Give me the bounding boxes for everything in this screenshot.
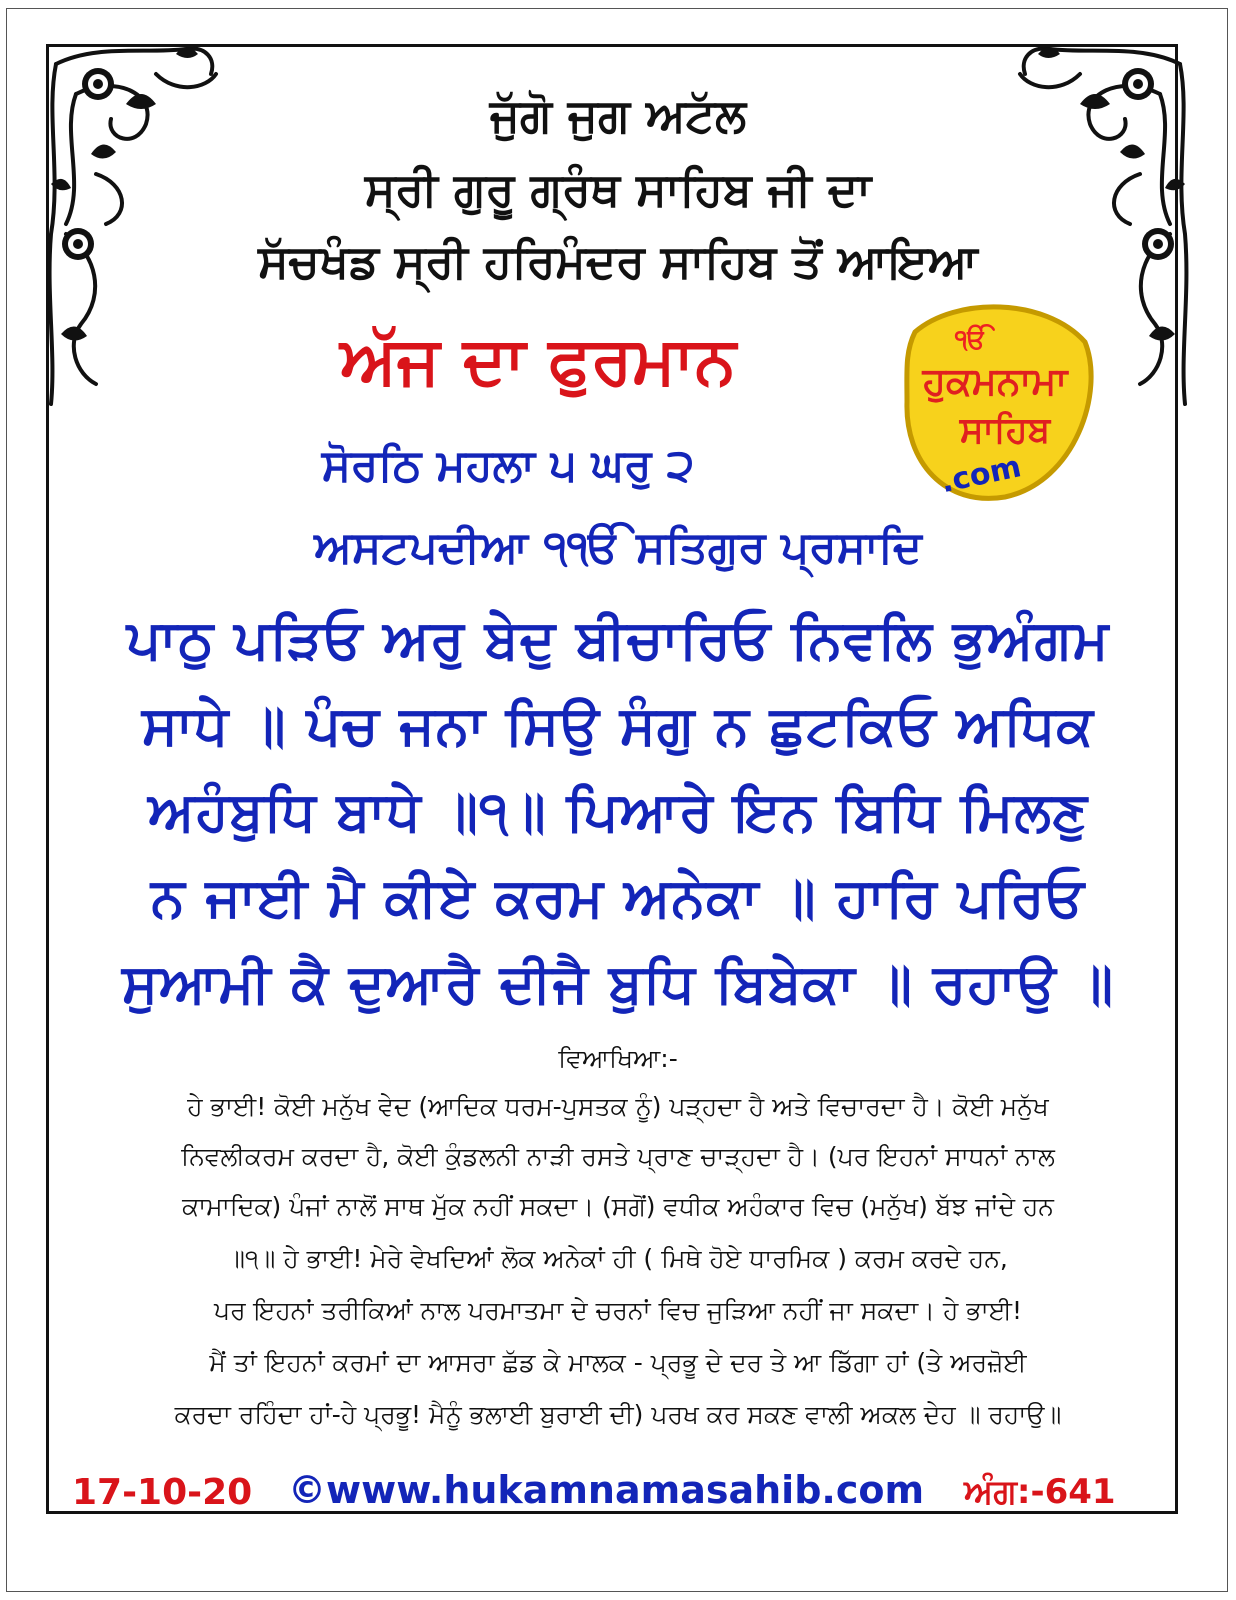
header-line-3: ਸੱਚਖੰਡ ਸ੍ਰੀ ਹਰਿਮੰਦਰ ਸਾਹਿਬ ਤੋਂ ਆਇਆ [258,234,978,288]
explanation-label: ਵਿਆਖਿਆ:- [558,1044,678,1073]
shabad-line-5: ਸੁਆਮੀ ਕੈ ਦੁਆਰੈ ਦੀਜੈ ਬੁਧਿ ਬਿਬੇਕਾ ॥ ਰਹਾਉ ॥ [121,952,1115,1015]
explanation-line-1: ਹੇ ਭਾਈ! ਕੋਈ ਮਨੁੱਖ ਵੇਦ (ਆਦਿਕ ਧਰਮ-ਪੁਸਤਕ ਨੂੰ) ਪੜ੍ਹਦਾ ਹੈ ਅਤੇ ਵਿਚਾਰਦਾ ਹੈ। ਕੋਈ ਮਨੁੱਖ [187,1092,1049,1121]
raag-line-1: ਸੋਰਠਿ ਮਹਲਾ ੫ ਘਰੁ ੨ [321,440,695,491]
shabad-line-2: ਸਾਧੇ ॥ ਪੰਚ ਜਨਾ ਸਿਉ ਸੰਗੁ ਨ ਛੁਟਕਿਓ ਅਧਿਕ [141,694,1095,757]
explanation-line-2: ਨਿਵਲੀਕਰਮ ਕਰਦਾ ਹੈ, ਕੋਈ ਕੁੰਡਲਨੀ ਨਾੜੀ ਰਸਤੇ ਪ੍ਰਾਣ ਚਾੜ੍ਹਦਾ ਹੈ। (ਪਰ ਇਹਨਾਂ ਸਾਧਨਾਂ ਨਾਲ [181,1142,1055,1171]
logo-text-line-2: ਸਾਹਿਬ [959,410,1051,451]
shabad-line-1: ਪਾਠੁ ਪੜਿਓ ਅਰੁ ਬੇਦੁ ਬੀਚਾਰਿਓ ਨਿਵਲਿ ਭੁਅੰਗਮ [126,608,1110,671]
shabad-line-3: ਅਹੰਬੁਧਿ ਬਾਧੇ ॥੧॥ ਪਿਆਰੇ ਇਨ ਬਿਧਿ ਮਿਲਣੁ [148,780,1088,843]
logo-text-line-1: ਹੁਕਮਨਾਮਾ [922,359,1068,403]
explanation-line-4: ॥੧॥ ਹੇ ਭਾਈ! ਮੇਰੇ ਵੇਖਦਿਆਂ ਲੋਕ ਅਨੇਕਾਂ ਹੀ ( ਮਿਥੇ ਹੋਏ ਧਾਰਮਿਕ ) ਕਰਮ ਕਰਦੇ ਹਨ, [228,1244,1008,1273]
header-line-1: ਜੁੱਗੋ ਜੁਗ ਅਟੱਲ [489,88,747,142]
footer-website-link[interactable]: ©www.hukamnamasahib.com [288,1468,925,1512]
logo-text-line-3: .com [937,449,1025,501]
explanation-line-6: ਮੈਂ ਤਾਂ ਇਹਨਾਂ ਕਰਮਾਂ ਦਾ ਆਸਰਾ ਛੱਡ ਕੇ ਮਾਲਕ - ਪ੍ਰਭੂ ਦੇ ਦਰ ਤੇ ਆ ਡਿੱਗਾ ਹਾਂ (ਤੇ ਅਰਜ਼ੋਈ [209,1348,1027,1377]
footer-date: 17-10-20 [72,1472,253,1513]
explanation-line-3: ਕਾਮਾਦਿਕ) ਪੰਜਾਂ ਨਾਲੋਂ ਸਾਥ ਮੁੱਕ ਨਹੀਂ ਸਕਦਾ। (ਸਗੋਂ) ਵਧੀਕ ਅਹੰਕਾਰ ਵਿਚ (ਮਨੁੱਖ) ਬੱਝ ਜਾਂਦੇ ਹਨ [182,1192,1054,1221]
explanation-line-7: ਕਰਦਾ ਰਹਿੰਦਾ ਹਾਂ-ਹੇ ਪ੍ਰਭੂ! ਮੈਨੂੰ ਭਲਾਈ ਬੁਰਾਈ ਦੀ) ਪਰਖ ਕਰ ਸਕਣ ਵਾਲੀ ਅਕਲ ਦੇਹ ॥ ਰਹਾਉ॥ [174,1400,1062,1429]
header-line-2: ਸ੍ਰੀ ਗੁਰੂ ਗ੍ਰੰਥ ਸਾਹਿਬ ਜੀ ਦਾ [364,162,872,216]
raag-line-2: ਅਸਟਪਦੀਆ ੧ੴ ਸਤਿਗੁਰ ਪ੍ਰਸਾਦਿ [314,522,922,573]
logo-symbol: ੴ [955,325,987,355]
shabad-line-4: ਨ ਜਾਈ ਮੈ ਕੀਏ ਕਰਮ ਅਨੇਕਾ ॥ ਹਾਰਿ ਪਰਿਓ [150,866,1086,929]
explanation-line-5: ਪਰ ਇਹਨਾਂ ਤਰੀਕਿਆਂ ਨਾਲ ਪਰਮਾਤਮਾ ਦੇ ਚਰਨਾਂ ਵਿਚ ਜੁੜਿਆ ਨਹੀਂ ਜਾ ਸਕਦਾ। ਹੇ ਭਾਈ! [214,1296,1022,1325]
footer-ang-number: ਅੰਗ:-641 [964,1472,1116,1512]
page-title: ਅੱਜ ਦਾ ਫੁਰਮਾਨ [340,322,736,399]
